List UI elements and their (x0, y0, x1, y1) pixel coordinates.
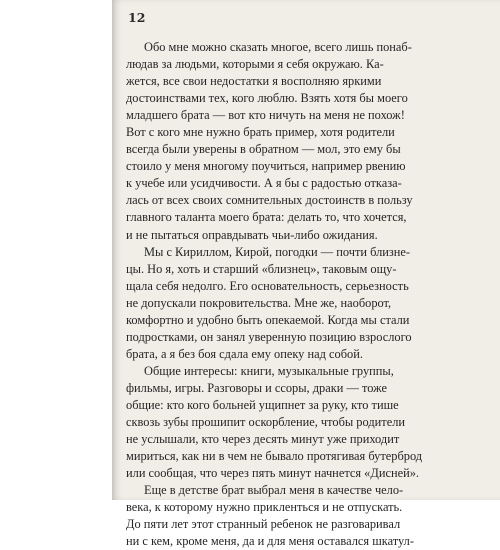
text-line: главного таланта моего брата: делать то, что хочется, (126, 210, 407, 225)
text-line: к учебе или усидчивости. А я бы с радостью отказа- (126, 176, 402, 191)
text-line: Еще в детстве брат выбрал меня в качестве чело- (144, 483, 404, 498)
book-page (112, 0, 500, 549)
text-line: Вот с кого мне нужно брать пример, хотя родители (126, 125, 395, 140)
text-line: младшего брата — вот кто ничуть на меня не похож! (126, 108, 405, 123)
text-line: подростками, он занял уверенную позицию взрослого (126, 329, 412, 344)
page-number: 12 (128, 10, 146, 25)
text-line: или сообщая, что через пять минут начнется «Дисней». (126, 466, 420, 481)
text-line: жется, все свои недостатки я восполняю яркими (126, 74, 382, 89)
text-line: достоинствами тех, кого люблю. Взять хотя бы моего (126, 91, 408, 106)
paragraph-3 (126, 363, 490, 482)
paragraph-2 (126, 244, 490, 363)
text-line: не допускали покровительства. Мне же, наоборот, (126, 295, 392, 310)
body-text (126, 39, 490, 550)
paragraph-4 (126, 482, 490, 550)
text-line: не услышали, кто через десять минут уже приходит (126, 432, 400, 447)
text-line: общие: кто кого больней ущипнет за руку, кто тише (126, 397, 399, 412)
text-line: стоило у меня многому поучиться, например рвению (126, 159, 406, 174)
text-line: щала себя недолго. Его основательность, серьезность (126, 278, 409, 293)
text-line: ни с кем, кроме меня, да и для меня оставался шкатул- (126, 534, 414, 549)
text-line: мириться, как ни в чем не бывало протягивая бутерброд (126, 449, 423, 464)
text-line: брата, а я без боя сдала ему опеку над собой. (126, 346, 363, 361)
text-line: лась от всех своих сомнительных достоинств в пользу (126, 193, 413, 208)
paragraph-1 (126, 39, 490, 244)
text-line: комфортно и удобно быть опекаемой. Когда мы стали (126, 312, 410, 327)
text-line: До пяти лет этот странный ребенок не разговаривал (126, 517, 401, 532)
text-line: сквозь зубы прошипит оскорбление, чтобы родители (126, 415, 406, 430)
text-line: и не пытаться оправдывать чьи-либо ожидания. (126, 227, 378, 242)
text-line: людав за людьми, которыми я себя окружаю. Ка- (126, 57, 384, 72)
text-line: века, к которому нужно прикленться и не отпускать. (126, 500, 403, 515)
text-line: Общие интересы: книги, музыкальные группы, (144, 363, 394, 378)
text-line: Обо мне можно сказать многое, всего лишь понаб- (144, 40, 412, 54)
text-line: фильмы, игры. Разговоры и ссоры, драки — тоже (126, 380, 388, 395)
text-line: всегда были уверены в обратном — мол, это ему бы (126, 142, 401, 157)
text-line: Мы с Кириллом, Кирой, погодки — почти близне- (144, 244, 411, 259)
text-line: цы. Но я, хоть и старший «близнец», таковым ощу- (126, 261, 397, 276)
